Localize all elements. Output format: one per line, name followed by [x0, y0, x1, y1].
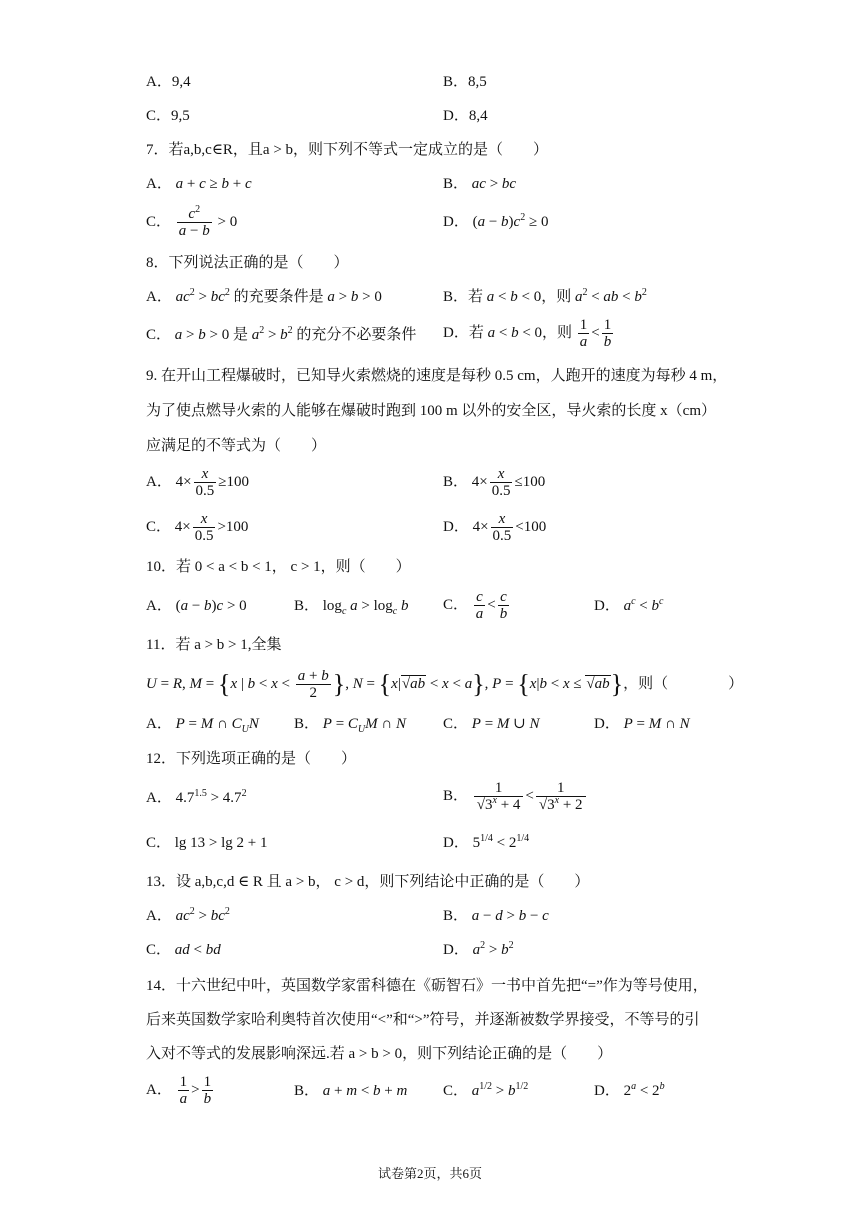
- q11-option-b: B． $P = C_UM$ ∩ N: [294, 716, 407, 735]
- q7-option-d: D． $(a - b)c^2 \ge 0$: [443, 212, 549, 230]
- q10-option-c: C． $\frac{c}{a}$ < $\frac{c}{b}$: [443, 589, 508, 622]
- q9-line2: 为了使点燃导火索的人能够在爆破时跑到 100 m 以外的安全区，导火索的长度 x（cm）: [146, 403, 716, 419]
- q12-option-d: D． $5^{1/4} < 2^{1/4}$: [443, 833, 530, 851]
- q12-stem: 12．下列选项正确的是（ ）: [146, 751, 357, 767]
- q9-option-a: A． 4× $\frac{x}{0.5}$ ≥100: [146, 466, 250, 499]
- q10-option-a: A． (a − b)c > 0: [146, 598, 247, 614]
- q6-option-b: B．8,5: [443, 74, 487, 90]
- q12-option-c: C． lg 13 > lg 2 + 1: [146, 835, 268, 851]
- q14-option-c: C． $a^{1/2} > b^{1/2}$: [443, 1081, 529, 1099]
- q13-stem: 13．设 a,b,c,d ∈ R 且 a > b， c > d，则下列结论中正确的是（ ）: [146, 874, 590, 890]
- q12-option-a: A． $4.7^{1.5} > 4.7^2$: [146, 788, 247, 806]
- q12-option-b: B． $\frac{1}{√3^x + 4}$ < $\frac{1}{√3^x + 2}$: [443, 780, 588, 813]
- q9-line3: 应满足的不等式为（ ）: [146, 438, 327, 454]
- q9-option-d: D． 4× $\frac{x}{0.5}$ <100: [443, 511, 547, 544]
- q6-option-c: C．9,5: [146, 108, 190, 124]
- q14-line2: 后来英国数学家哈利奥特首次使用“<”和“>”符号，并逐渐被数学界接受，不等号的引: [146, 1012, 700, 1028]
- q7-option-c: C． $\frac{c^2}{a - b}$ > 0: [146, 204, 238, 239]
- page-footer: 试卷第2页，共6页: [377, 1166, 482, 1181]
- q6-option-a: A．9,4: [146, 74, 191, 90]
- q8-option-a: A． $ac^2 > bc^2$ 的充要条件是 a > b > 0: [146, 287, 382, 305]
- q11-option-a: A． P = M ∩ $C_UN$: [146, 716, 259, 735]
- q13-option-d: D． $a^2 > b^2$: [443, 940, 514, 958]
- q11-option-c: C． P = M ∪ N: [443, 716, 540, 732]
- q14-option-d: D． $2^a < 2^b$: [594, 1081, 665, 1099]
- q14-line1: 14．十六世纪中叶，英国数学家雷科德在《砺智石》一书中首先把“=”作为等号使用，: [146, 978, 708, 994]
- q8-option-b: B．若 a < b < 0，则 $a^2$ < ab < $b^2$: [443, 287, 647, 305]
- q6-option-d: D．8,4: [443, 108, 488, 124]
- q10-option-d: D． $a^c < b^c$: [594, 596, 664, 614]
- q9-option-c: C． 4× $\frac{x}{0.5}$ >100: [146, 511, 249, 544]
- q14-option-a: A． $\frac{1}{a}$ > $\frac{1}{b}$: [146, 1074, 212, 1107]
- q11-sets: U = R, M = {x | b < x < $\frac{a + b}{2}$ }, N = {x|√ab < x < a}, P = {x|b < x ≤ √ab}，则（ ）: [146, 668, 744, 701]
- q11-stem: 11．若 a > b > 1,全集: [146, 637, 282, 653]
- q7-stem: 7．若a,b,c∈R，且a > b，则下列不等式一定成立的是（ ）: [146, 142, 549, 158]
- q9-option-b: B． 4× $\frac{x}{0.5}$ ≤100: [443, 466, 546, 499]
- q13-option-a: A． $ac^2 > bc^2$: [146, 906, 230, 924]
- q14-line3: 入对不等式的发展影响深远.若 a > b > 0，则下列结论正确的是（ ）: [146, 1046, 613, 1062]
- q10-option-b: B． $\log_c a > \log_c b$: [294, 598, 409, 617]
- q8-stem: 8．下列说法正确的是（ ）: [146, 255, 349, 271]
- q7-option-b: B． ac > bc: [443, 176, 517, 192]
- q11-option-d: D． P = M ∩ N: [594, 716, 690, 732]
- q13-option-b: B． a − d > b − c: [443, 908, 549, 924]
- q8-option-c: C． a > b > 0 是 $a^2 > b^2$ 的充分不必要条件: [146, 325, 417, 343]
- q9-line1: 9. 在开山工程爆破时，已知导火索燃烧的速度是每秒 0.5 cm，人跑开的速度为每秒 4 m，: [146, 368, 728, 384]
- q14-option-b: B． a + m < b + m: [294, 1083, 408, 1099]
- q11-tail: ，则（ ）: [623, 675, 744, 692]
- q13-option-c: C． ad < bd: [146, 942, 221, 958]
- q7-option-a: A． a + c ≥ b + c: [146, 176, 252, 192]
- q10-stem: 10．若 0 < a < b < 1， c > 1，则（ ）: [146, 559, 411, 575]
- q8-option-d: D．若 a < b < 0，则 $\frac{1}{a}$ < $\frac{1}{b}$: [443, 317, 612, 350]
